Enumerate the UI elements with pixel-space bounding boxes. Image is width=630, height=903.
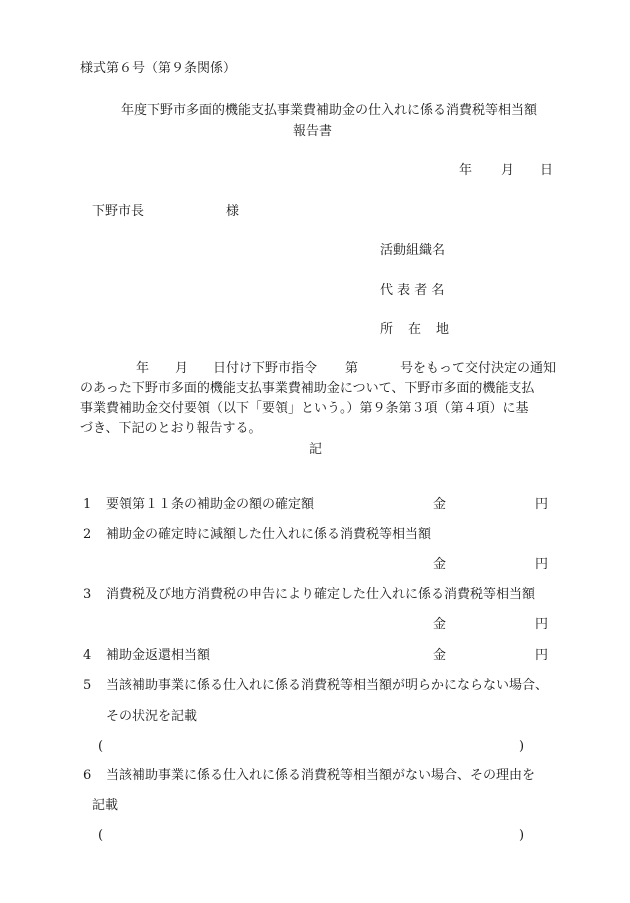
body-line1-year: 年 (136, 361, 150, 376)
body-line3: 事業費補助金交付要領（以下「要領」という。）第９条第３項（第４項）に基 (80, 401, 529, 416)
item1-kin: 金 (433, 497, 447, 512)
item3-kin: 金 (433, 617, 447, 632)
address-label-2: 在 (408, 322, 422, 337)
item5-paren-close: ) (519, 739, 525, 754)
date-year-label: 年 (459, 163, 473, 178)
body-line2: のあった下野市多面的機能支払事業費補助金について、下野市多面的機能支払 (80, 381, 535, 396)
item1-en: 円 (535, 497, 549, 512)
item6-paren-open: ( (98, 828, 104, 843)
item5-text-line2: その状況を記載 (106, 709, 198, 724)
item2-text: 補助金の確定時に減額した仕入れに係る消費税等相当額 (106, 527, 432, 542)
item3-text: 消費税及び地方消費税の申告により確定した仕入れに係る消費税等相当額 (106, 587, 536, 602)
item2-en: 円 (535, 557, 549, 572)
ki-heading: 記 (309, 442, 323, 457)
organization-name-label: 活動組織名 (380, 243, 446, 258)
item6-text-line1: 当該補助事業に係る仕入れに係る消費税等相当額がない場合、その理由を (106, 768, 536, 783)
item4-number: 4 (83, 648, 92, 663)
date-day-label: 日 (540, 163, 554, 178)
item4-kin: 金 (433, 648, 447, 663)
body-line1-end: 号をもって交付決定の通知 (400, 361, 557, 376)
item3-number: 3 (83, 587, 92, 602)
item3-en: 円 (535, 617, 549, 632)
date-month-label: 月 (501, 163, 515, 178)
form-number: 様式第６号（第９条関係） (80, 61, 237, 76)
item5-paren-open: ( (98, 739, 104, 754)
item2-kin: 金 (433, 557, 447, 572)
body-line4: づき、下記のとおり報告する。 (80, 421, 262, 436)
item4-en: 円 (535, 648, 549, 663)
item6-number: 6 (83, 768, 92, 783)
address-label-3: 地 (436, 322, 450, 337)
item6-paren-close: ) (519, 828, 525, 843)
item2-number: 2 (83, 527, 92, 542)
representative-name-label: 代 表 者 名 (380, 283, 445, 298)
item4-text: 補助金返還相当額 (106, 648, 211, 663)
document-title-line1: 年度下野市多面的機能支払事業費補助金の仕入れに係る消費税等相当額 (121, 103, 538, 118)
body-line1-dai: 第 (345, 361, 359, 376)
item1-text: 要領第１１条の補助金の額の確定額 (106, 497, 315, 512)
body-line1-date-notice: 日付け下野市指令 (213, 361, 318, 376)
body-line1-month: 月 (175, 361, 189, 376)
item6-text-line2: 記載 (92, 798, 119, 813)
item5-number: 5 (83, 678, 92, 693)
addressee-honorific: 様 (226, 204, 240, 219)
addressee-name: 下野市長 (92, 204, 145, 219)
item5-text-line1: 当該補助事業に係る仕入れに係る消費税等相当額が明らかにならない場合、 (106, 678, 549, 693)
address-label-1: 所 (380, 322, 394, 337)
document-title-line2: 報告書 (293, 124, 333, 139)
item1-number: 1 (83, 497, 92, 512)
